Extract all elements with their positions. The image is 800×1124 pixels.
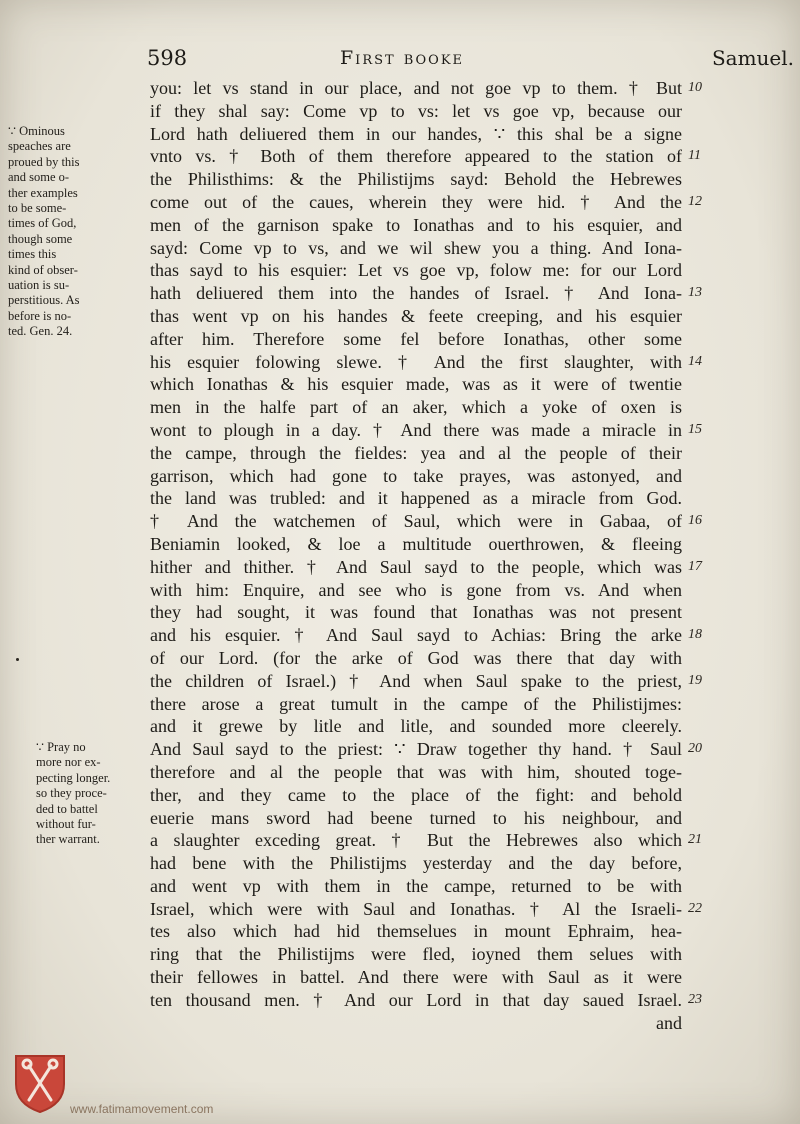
verse-number: 15 [688,422,702,437]
text-line: thas went vp on his handes & feete creeping, and his esquier [150,305,682,326]
text-line: with him: Enquire, and see who is gone from vs. And when [150,579,682,600]
verse-number: 23 [688,992,702,1007]
text-line: had bene with the Philistijms yesterday and the day before, [150,853,682,874]
text-line: and it grewe by litle and litle, and sounded more cleerely. [150,716,682,737]
verse-number: 17 [688,558,702,574]
margin-note-line: proued by this [8,154,80,169]
text-line: the campe, through the fieldes: yea and al the people of their [150,442,682,463]
text-line: a slaughter exceding great. † But the Hebrewes also which [150,830,682,851]
margin-note-line: ted. Gen. 24. [8,324,73,339]
text-line: garrison, which had gone to take prayes, was astonyed, and [150,465,682,486]
text-line: which Ionathas & his esquier made, was as it were of twentie [150,374,682,395]
text-line: wont to plough in a day. † And there was made a miracle in [150,419,682,440]
body-text [150,77,682,1034]
verse-number: 13 [688,285,702,301]
text-line: if they shal say: Come vp to vs: let vs goe vp, because our [150,100,682,121]
margin-note-line: ∵ Ominous [8,124,65,138]
text-line: Lord hath deliuered them in our handes, ∵ this shal be a signe [150,123,682,144]
text-line: And Saul sayd to the priest: ∵ Draw together thy hand. † Saul [150,739,682,760]
watermark-url: www.fatimamovement.com [70,1102,214,1116]
verse-number: 11 [688,148,701,164]
text-line: tes also which had hid themselues in mount Ephraim, hea- [150,921,682,942]
margin-note-line: times this [8,247,57,262]
text-line: they had sought, it was found that Ionathas was not present [150,602,682,623]
margin-note-line: kind of obser- [8,262,78,277]
margin-note-line: speaches are [8,139,71,154]
margin-note-line: before is no- [8,308,72,323]
text-line: his esquier folowing slewe. † And the first slaughter, with [150,351,682,372]
text-line: hath deliuered them into the handes of Israel. † And Iona- [150,283,682,304]
margin-note-line: ∵ Pray no [36,740,86,754]
text-line: and his esquier. † And Saul sayd to Achias: Bring the arke [150,625,682,646]
text-line: † And the watchemen of Saul, which were in Gabaa, of [150,511,682,532]
text-line: and went vp with them in the campe, returned to be with [150,875,682,896]
margin-note-ominous-speeches [8,124,120,340]
margin-note-line: ther warrant. [36,832,100,847]
verse-number: 18 [688,627,702,643]
margin-note-line: though some [8,231,73,246]
text-line: the land was trubled: and it happened as a miracle from God. [150,488,682,509]
verse-number: 19 [688,672,702,688]
text-line: men in the halfe part of an aker, which a yoke of oxen is [150,397,682,418]
text-line: you: let vs stand in our place, and not goe vp to them. † But [150,78,682,98]
text-line: after him. Therefore some fel before Ionathas, other some [150,328,682,349]
verse-number: 10 [688,80,702,95]
text-line: therefore and al the people that was with him, shouted toge- [150,761,682,782]
margin-note-line: ded to battel [36,801,98,816]
text-line: and [656,1012,682,1033]
margin-note-line: without fur- [36,817,96,832]
ink-speck [16,658,19,661]
text-line: their fellowes in battel. And there were with Saul as it were [150,967,682,988]
margin-note-line: so they proce- [36,786,107,801]
running-head [0,46,800,78]
margin-note-line: uation is su- [8,278,70,293]
verse-number: 20 [688,741,702,757]
text-line: come out of the caues, wherein they were hid. † And the [150,191,682,212]
verse-number: 14 [688,353,702,369]
text-line: there arose a great tumult in the campe of the Philistijmes: [150,693,682,714]
text-line: Beniamin looked, & loe a multitude ouerthrowen, & fleeing [150,533,682,554]
verse-number: 12 [688,194,702,209]
margin-note-line: to be some- [8,201,67,216]
text-line: ring that the Philistijms were fled, ioyned them selues with [150,944,682,965]
text-line: sayd: Come vp to vs, and we wil shew you a thing. And Iona- [150,237,682,258]
margin-note-line: perstitious. As [8,293,80,308]
shield-logo-icon [12,1052,68,1114]
margin-note-pray-no-more [36,740,148,848]
book-name: Samuel. [711,46,794,70]
verse-number: 16 [688,513,702,529]
margin-note-line: times of God, [8,216,77,231]
text-line: thas sayd to his esquier: Let vs goe vp, folow me: for our Lord [150,260,682,281]
text-line: euerie mans sword had beene turned to his neighbour, and [150,807,682,828]
text-line: Israel, which were with Saul and Ionathas. † Al the Israeli- [150,898,682,919]
margin-note-line: ther examples [8,185,78,200]
text-line: men of the garnison spake to Ionathas and to his esquier, and [150,214,682,235]
verse-number: 21 [688,832,702,848]
text-line: the Philisthims: & the Philistijms sayd: Behold the Hebrewes [150,169,682,190]
text-line: ther, and they came to the place of the fight: and behold [150,784,682,805]
text-line: of our Lord. (for the arke of God was there that day with [150,647,682,668]
page-number: 598 [147,46,188,70]
book-title: First booke [340,47,465,69]
text-line: the children of Israel.) † And when Saul spake to the priest, [150,670,682,691]
margin-note-line: and some o- [8,170,70,185]
text-line: hither and thither. † And Saul sayd to the people, which was [150,556,682,577]
margin-note-line: pecting longer. [36,770,111,785]
verse-number: 22 [688,900,702,916]
margin-note-line: more nor ex- [36,755,101,770]
text-line: ten thousand men. † And our Lord in that day saued Israel. [150,989,682,1010]
text-line: vnto vs. † Both of them therefore appeared to the station of [150,146,682,167]
